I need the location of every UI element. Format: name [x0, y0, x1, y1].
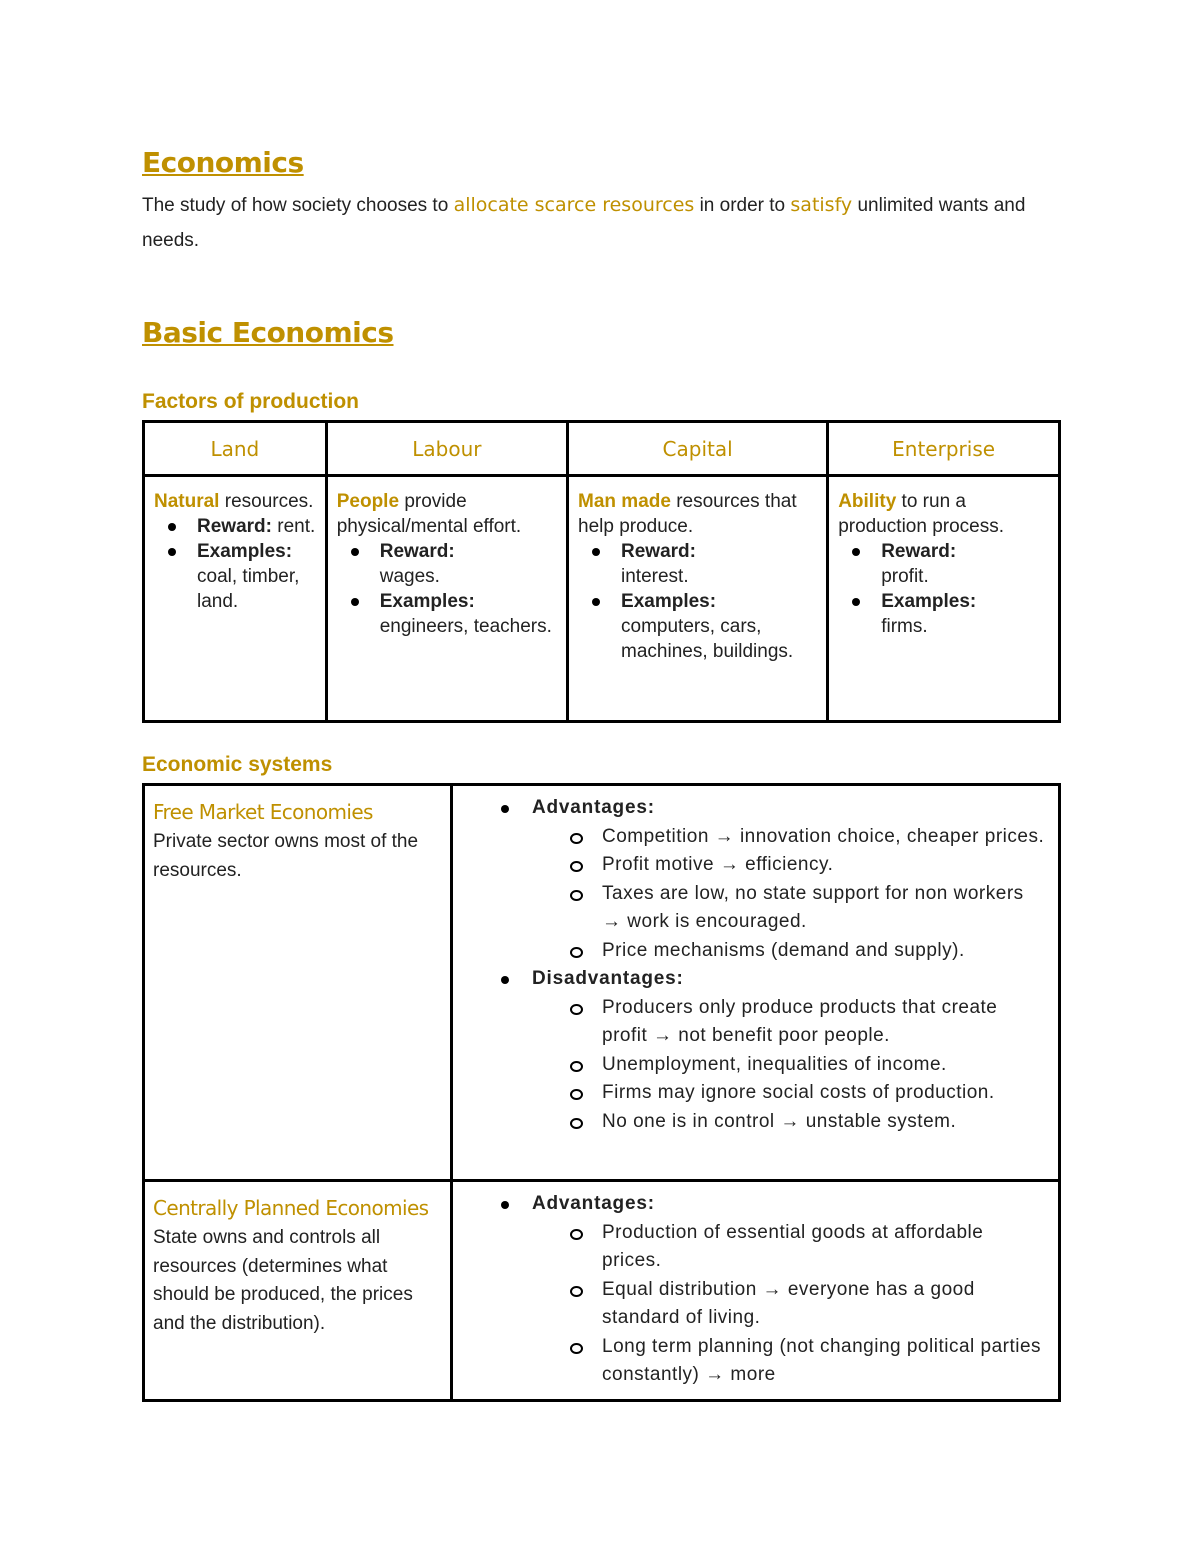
- factor-desc: resources.: [219, 491, 314, 512]
- examples-value: computers, cars, machines, buildings.: [621, 616, 794, 662]
- factor-header-land: Land: [144, 422, 327, 476]
- reward-label: Reward:: [197, 516, 272, 537]
- free-market-row: [144, 785, 1060, 1181]
- list-item: Price mechanisms (demand and supply).: [567, 937, 1048, 966]
- section-title: Basic Economics: [142, 316, 394, 349]
- free-market-summary: [144, 785, 452, 1181]
- reward-label: Reward:: [621, 541, 696, 562]
- list-item: Producers only produce products that create profit → not benefit poor people.: [567, 994, 1048, 1051]
- factors-header-row: [144, 422, 1060, 476]
- intro-text-1: The study of how society chooses to: [142, 195, 454, 216]
- list-item: Unemployment, inequalities of income.: [567, 1051, 1048, 1080]
- factor-reward: [850, 539, 1050, 589]
- list-item: No one is in control → unstable system.: [567, 1108, 1048, 1137]
- advantages-label: Advantages:: [497, 794, 1048, 823]
- intro-text-3: unlimited wants and needs.: [142, 195, 1026, 251]
- advantages-label: Advantages:: [497, 1190, 1048, 1219]
- planned-advantages-list: [567, 1219, 1048, 1390]
- factor-cell-capital: [568, 476, 828, 722]
- reward-label: Reward:: [379, 541, 455, 562]
- factor-desc: resources that help produce.: [578, 491, 797, 537]
- factor-examples: [590, 589, 818, 664]
- factors-body-row: [144, 476, 1060, 722]
- planned-title: Centrally Planned Economies: [153, 1196, 429, 1220]
- factor-examples: [166, 539, 317, 614]
- examples-value: engineers, teachers.: [379, 616, 552, 637]
- systems-table: [142, 783, 1061, 1402]
- examples-label: Examples:: [379, 591, 475, 612]
- free-market-advantages-list: [567, 823, 1048, 966]
- free-market-desc: Private sector owns most of the resources.: [153, 831, 419, 881]
- factor-reward: [349, 539, 558, 589]
- intro-highlight-1: allocate scarce resources: [453, 194, 695, 216]
- factor-cell-labour: [326, 476, 567, 722]
- factor-cell-land: [144, 476, 327, 722]
- factor-examples: [850, 589, 1050, 639]
- factor-cell-enterprise: [828, 476, 1060, 722]
- planned-summary: [144, 1181, 452, 1401]
- factor-header-labour: Labour: [326, 422, 567, 476]
- planned-desc: State owns and controls all resources (determines what should be produced, the prices and the distribution).: [153, 1227, 413, 1334]
- intro-paragraph: [142, 188, 1042, 258]
- disadvantages-label: Disadvantages:: [497, 965, 1048, 994]
- list-item: Production of essential goods at affordable prices.: [567, 1219, 1048, 1276]
- factor-examples: [349, 589, 558, 639]
- systems-heading: Economic systems: [142, 753, 333, 776]
- factor-desc: to run a production process.: [838, 491, 1005, 537]
- list-item: Profit motive → efficiency.: [567, 851, 1048, 880]
- reward-value: rent.: [271, 516, 316, 537]
- reward-value: interest.: [621, 566, 689, 587]
- list-item: Firms may ignore social costs of production.: [567, 1079, 1048, 1108]
- factor-lead: People: [336, 491, 400, 512]
- list-item: Equal distribution → everyone has a good standard of living.: [567, 1276, 1048, 1333]
- factor-reward: [590, 539, 818, 589]
- reward-value: wages.: [379, 566, 440, 587]
- reward-label: Reward:: [881, 541, 957, 562]
- page-title: Economics: [142, 146, 304, 179]
- intro-text-2: in order to: [694, 195, 791, 216]
- factor-header-capital: Capital: [568, 422, 828, 476]
- planned-details: [452, 1181, 1060, 1401]
- free-market-disadvantages-list: [567, 994, 1048, 1137]
- factor-reward: [166, 514, 317, 539]
- list-item: Taxes are low, no state support for non workers → work is encouraged.: [567, 880, 1048, 937]
- list-item: Competition → innovation choice, cheaper prices.: [567, 823, 1048, 852]
- list-item: Long term planning (not changing political parties constantly) → more: [567, 1333, 1048, 1390]
- examples-value: coal, timber, land.: [197, 566, 300, 612]
- planned-row: [144, 1181, 1060, 1401]
- examples-label: Examples:: [621, 591, 717, 612]
- factor-lead: Ability: [838, 491, 897, 512]
- factors-table: [142, 420, 1061, 723]
- intro-highlight-2: satisfy: [790, 194, 853, 216]
- factor-lead: Natural: [154, 491, 220, 512]
- free-market-details: [452, 785, 1060, 1181]
- free-market-title: Free Market Economies: [153, 800, 373, 824]
- examples-label: Examples:: [881, 591, 977, 612]
- reward-value: profit.: [881, 566, 929, 587]
- examples-label: Examples:: [197, 541, 293, 562]
- examples-value: firms.: [881, 616, 928, 637]
- factors-heading: Factors of production: [142, 390, 359, 413]
- factor-lead: Man made: [578, 491, 671, 512]
- factor-header-enterprise: Enterprise: [828, 422, 1060, 476]
- factor-desc: provide physical/mental effort.: [336, 491, 522, 537]
